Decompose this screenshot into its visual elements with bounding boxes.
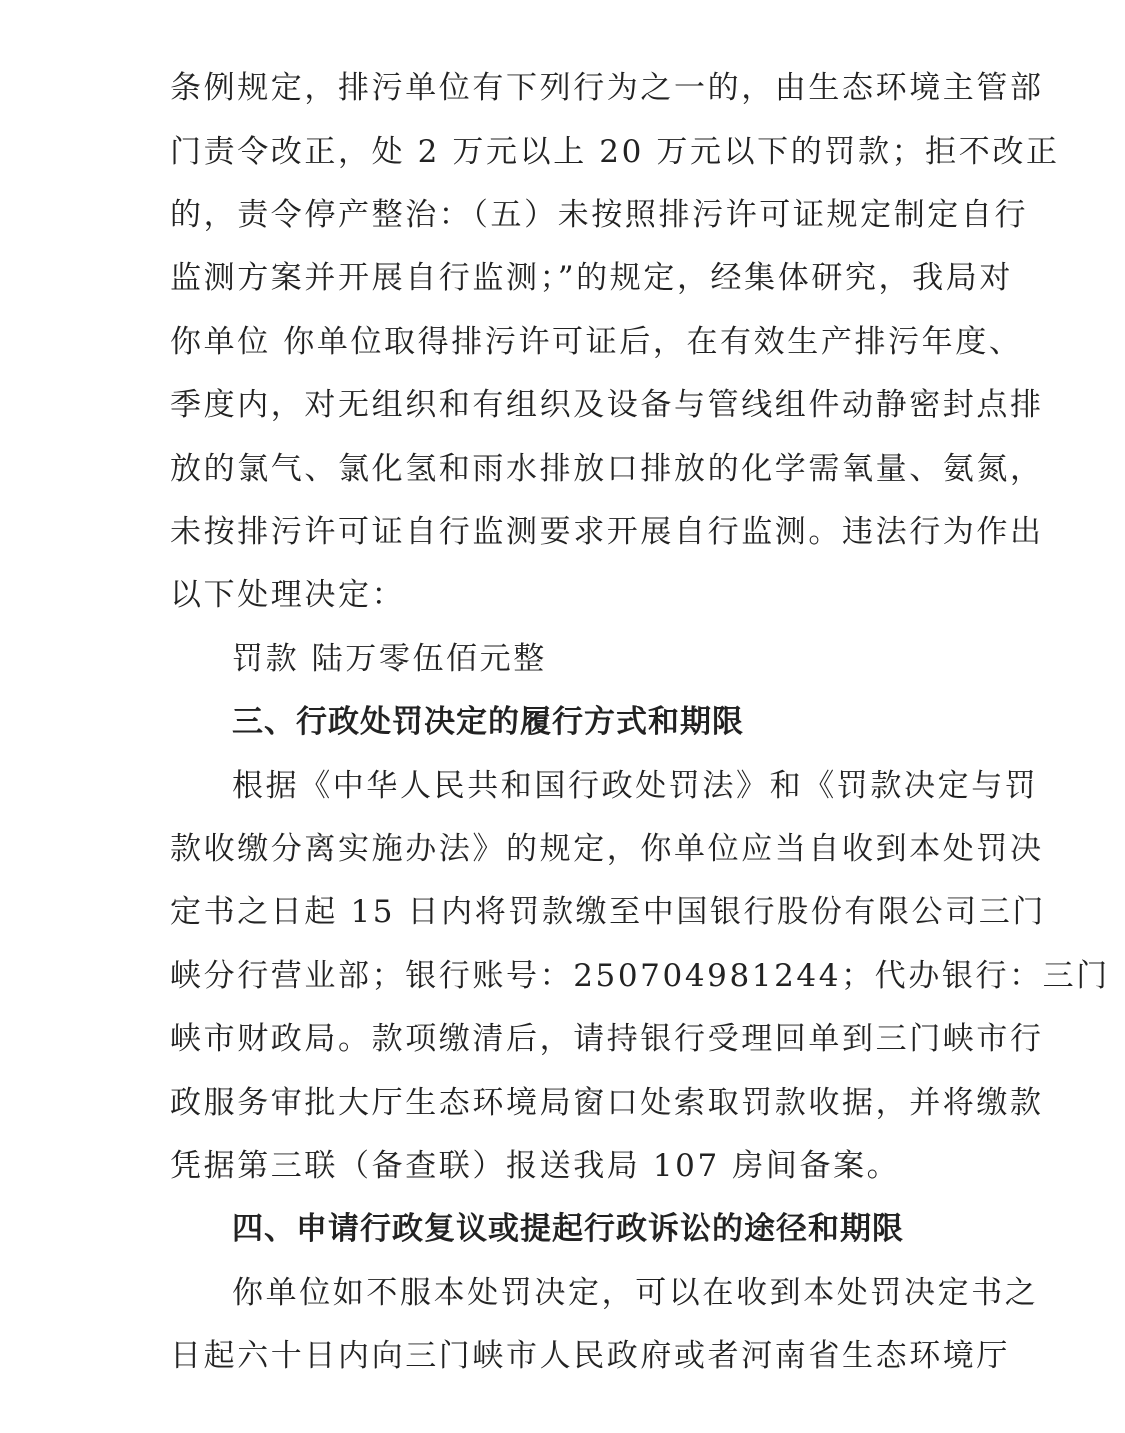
paragraph-line: 日起六十日内向三门峡市人民政府或者河南省生态环境厅 <box>170 1338 1010 1374</box>
section-3-heading: 三、行政处罚决定的履行方式和期限 <box>232 704 744 740</box>
paragraph-line: 峡分行营业部；银行账号：250704981244；代办银行：三门 <box>170 958 1110 994</box>
paragraph-line: 未按排污许可证自行监测要求开展自行监测。违法行为作出 <box>170 514 1044 550</box>
paragraph-line: 款收缴分离实施办法》的规定，你单位应当自收到本处罚决 <box>170 831 1044 867</box>
paragraph-line: 以下处理决定： <box>170 577 406 613</box>
paragraph-line: 定书之日起 15 日内将罚款缴至中国银行股份有限公司三门 <box>170 894 1046 930</box>
paragraph-line: 峡市财政局。款项缴清后，请持银行受理回单到三门峡市行 <box>170 1021 1044 1057</box>
paragraph-line: 凭据第三联（备查联）报送我局 107 房间备案。 <box>170 1148 901 1184</box>
penalty-line: 罚款 陆万零伍佰元整 <box>232 641 547 677</box>
paragraph-line: 你单位如不服本处罚决定，可以在收到本处罚决定书之 <box>232 1275 1039 1311</box>
paragraph-line: 门责令改正，处 2 万元以上 20 万元以下的罚款；拒不改正 <box>170 134 1060 170</box>
paragraph-line: 根据《中华人民共和国行政处罚法》和《罚款决定与罚 <box>232 768 1039 804</box>
section-4-heading: 四、申请行政复议或提起行政诉讼的途径和期限 <box>232 1211 904 1247</box>
paragraph-line: 政服务审批大厅生态环境局窗口处索取罚款收据，并将缴款 <box>170 1085 1044 1121</box>
paragraph-line: 季度内，对无组织和有组织及设备与管线组件动静密封点排 <box>170 387 1044 423</box>
paragraph-line: 监测方案并开展自行监测；”的规定，经集体研究，我局对 <box>170 260 1013 296</box>
paragraph-line: 放的氯气、氯化氢和雨水排放口排放的化学需氧量、氨氮， <box>170 451 1044 487</box>
paragraph-line: 条例规定，排污单位有下列行为之一的，由生态环境主管部 <box>170 70 1044 106</box>
paragraph-line: 你单位 你单位取得排污许可证后，在有效生产排污年度、 <box>170 324 1023 360</box>
paragraph-line: 的，责令停产整治：（五）未按照排污许可证规定制定自行 <box>170 197 1029 233</box>
